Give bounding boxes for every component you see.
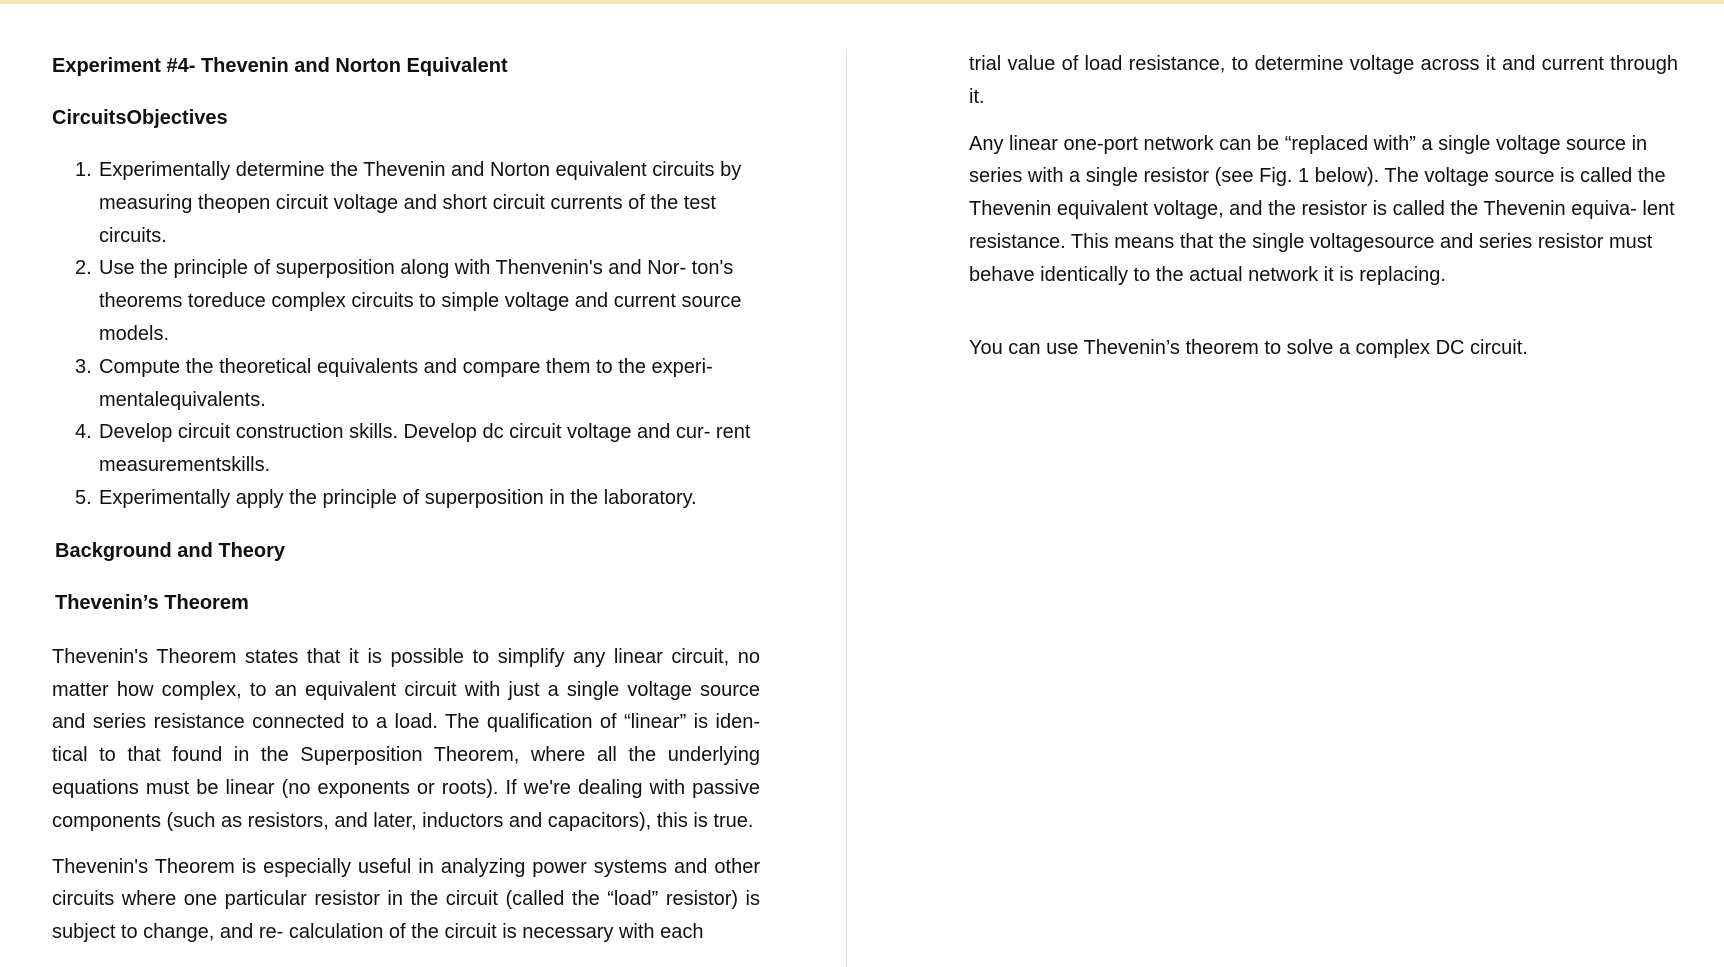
thevenin-heading: Thevenin’s Theorem — [55, 591, 249, 614]
objective-item — [75, 482, 755, 515]
objective-item — [75, 154, 755, 252]
objective-number: 3. — [75, 355, 92, 378]
objective-item — [75, 351, 755, 417]
left-column — [52, 48, 760, 949]
theory-paragraph: trial value of load resistance, to determine voltage across it and current through it. — [969, 53, 1678, 108]
theory-paragraph: You can use Thevenin’s theorem to solve a complex DC circuit. — [969, 336, 1528, 359]
objectives-list — [52, 154, 755, 515]
objective-text: Experimentally determine the Thevenin and Norton equivalent circuits by measuring theopen circuit voltage and short circuit currents of the test circuits. — [99, 159, 742, 247]
background-heading: Background and Theory — [55, 539, 286, 562]
objective-number: 1. — [75, 159, 92, 181]
theory-paragraph: Any linear one-port network can be “replaced with” a single voltage source in series with a single resistor (see Fig. 1 below). The voltage source is called the Thevenin equivalent voltage, and the resistor is called the Thevenin equiva- lent resistance. This means that the single voltagesource and series resistor must behave identically to the actual network it is replacing. — [969, 132, 1675, 286]
objective-text: Use the principle of superposition along with Thenvenin's and Nor- ton's theorems toreduce complex circuits to simple voltage and current source models. — [99, 257, 742, 345]
objective-text: Compute the theoretical equivalents and compare them to the experi- mentalequivalents. — [99, 355, 713, 411]
theory-paragraph: Thevenin's Theorem is especially useful in analyzing power systems and other circuits where one particular resistor in the circuit (called the “load” resistor) is subject to change, and re- calculation of the circuit is necessary with each — [52, 855, 760, 944]
objective-text: Experimentally apply the principle of superposition in the laboratory. — [99, 486, 697, 509]
objectives-heading: CircuitsObjectives — [52, 107, 228, 129]
column-divider — [846, 49, 847, 967]
objective-item — [75, 416, 755, 482]
objective-text: Develop circuit construction skills. Develop dc circuit voltage and cur- rent measurementskills. — [99, 421, 751, 477]
theory-paragraph: Thevenin's Theorem states that it is possible to simplify any linear circuit, no matter how complex, to an equivalent circuit with just a single voltage source and series resistance connected to a load. The qualification of “linear” is iden- tical to that found in the Superposition Theorem, where all the underlying equations must be linear (no exponents or roots). If we're dealing with passive components (such as resistors, and later, inductors and capacitors), this is true. — [52, 645, 760, 832]
objective-item — [75, 252, 755, 350]
objective-number: 5. — [75, 486, 92, 509]
document-page — [0, 4, 1724, 963]
right-column — [969, 48, 1678, 364]
document-title: Experiment #4- Thevenin and Norton Equivalent — [52, 55, 508, 77]
objective-number: 4. — [75, 421, 92, 444]
objective-number: 2. — [75, 257, 92, 280]
